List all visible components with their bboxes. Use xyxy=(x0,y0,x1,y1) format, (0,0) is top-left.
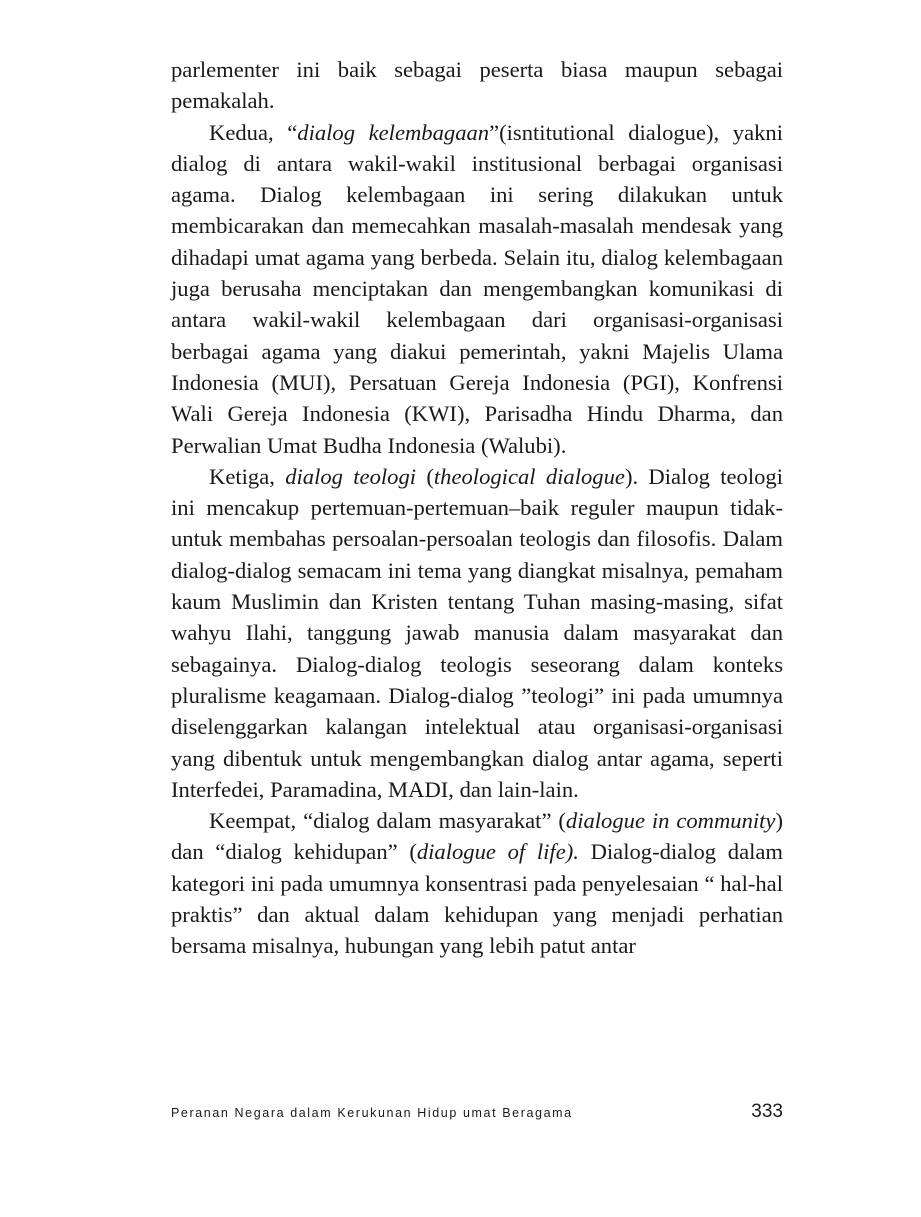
text-run: ”(isntitutional dialogue), yakni dialog di antara wakil-wakil institusional berbagai organisasi agama. Dialog kelembagaan ini sering dilakukan untuk membicarakan dan memecahkan masalah-masalah mendesak yang dihadapi umat agama yang berbeda. Selain itu, dialog kelembagaan juga berusaha menciptakan dan mengembangkan komunikasi di antara wakil-wakil kelembagaan dari organisasi-organisasi berbagai agama yang diakui pemerintah, yakni Majelis Ulama Indonesia (MUI), Persatuan Gereja Indonesia (PGI), Konfrensi Wali Gereja Indonesia (KWI), Parisadha Hindu Dharma, dan Perwalian Umat Budha Indonesia (Walubi). xyxy=(171,119,783,458)
running-title: Peranan Negara dalam Kerukunan Hidup umat Beragama xyxy=(171,1106,573,1120)
text-run: ) dan “dialog kehidupan” ( xyxy=(171,808,783,865)
paragraph-continuation xyxy=(171,54,783,117)
italic-text-run: dialogue of life). xyxy=(416,839,579,865)
paragraph-dialog-kelembagaan xyxy=(171,117,783,461)
paragraph-dialog-masyarakat xyxy=(171,805,783,961)
page-body xyxy=(171,54,783,962)
italic-text-run: dialogue in community xyxy=(565,808,776,834)
text-run: Kedua, “ xyxy=(209,119,298,145)
paragraph-dialog-teologi xyxy=(171,461,783,805)
text-run: Dialog-dialog dalam kategori ini pada umumnya konsentrasi pada penyelesaian “ hal-hal praktis” dan aktual dalam kehidupan yang menjadi perhatian bersama misalnya, hubungan yang lebih patut antar xyxy=(171,839,783,959)
page-number: 333 xyxy=(751,1101,783,1122)
text-run: ). Dialog teologi ini mencakup pertemuan-pertemuan–baik reguler maupun tidak-untuk membahas persoalan-persoalan teologis dan filosofis. Dalam dialog-dialog semacam ini tema yang diangkat misalnya, pemaham kaum Muslimin dan Kristen tentang Tuhan masing-masing, sifat wahyu Ilahi, tanggung jawab manusia dalam masyarakat dan sebagainya. Dialog-dialog teologis seseorang dalam konteks pluralisme keagamaan. Dialog-dialog ”teologi” ini pada umumnya diselenggarkan kalangan intelektual atau organisasi-organisasi yang dibentuk untuk mengembangkan dialog antar agama, seperti Interfedei, Paramadina, MADI, dan lain-lain. xyxy=(171,463,783,802)
page-footer xyxy=(171,1101,783,1131)
text-run: parlementer ini baik sebagai peserta biasa maupun sebagai pemakalah. xyxy=(171,57,783,114)
italic-text-run: dialog kelembagaan xyxy=(297,119,490,145)
text-run: Keempat, “dialog dalam masyarakat” ( xyxy=(209,808,566,834)
italic-text-run: theological dialogue xyxy=(433,463,625,489)
text-run: ( xyxy=(416,463,434,489)
text-run: Ketiga, xyxy=(209,463,286,489)
italic-text-run: dialog teologi xyxy=(285,463,417,489)
